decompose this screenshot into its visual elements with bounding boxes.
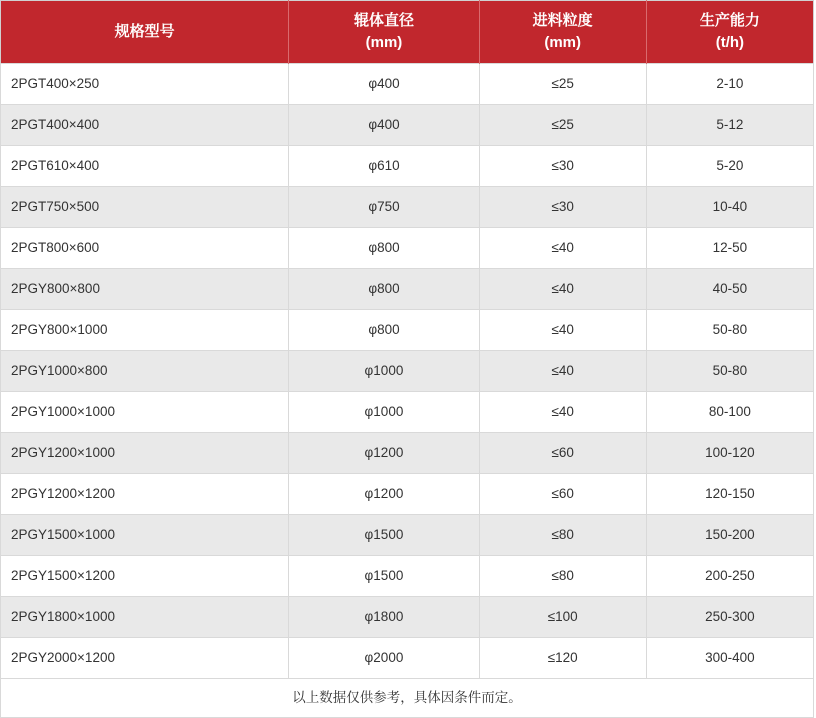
column-header-roller-diameter-line2: (mm)	[365, 34, 403, 51]
table-note: 以上数据仅供参考，具体因条件而定。	[1, 679, 814, 718]
column-header-roller-diameter	[289, 1, 479, 64]
cell-capacity: 200-250	[646, 556, 813, 597]
column-header-capacity-line2: (t/h)	[715, 34, 745, 51]
cell-model: 2PGT400×400	[1, 105, 289, 146]
cell-diameter: φ1200	[289, 433, 479, 474]
table-row	[1, 392, 814, 433]
table-row	[1, 146, 814, 187]
cell-capacity: 50-80	[646, 351, 813, 392]
cell-capacity: 250-300	[646, 597, 813, 638]
cell-model: 2PGY1200×1000	[1, 433, 289, 474]
cell-capacity: 120-150	[646, 474, 813, 515]
table-row	[1, 556, 814, 597]
table-row	[1, 351, 814, 392]
cell-model: 2PGY800×1000	[1, 310, 289, 351]
cell-feed: ≤25	[479, 105, 646, 146]
cell-diameter: φ1800	[289, 597, 479, 638]
cell-feed: ≤40	[479, 351, 646, 392]
cell-diameter: φ1500	[289, 515, 479, 556]
cell-feed: ≤80	[479, 556, 646, 597]
column-header-roller-diameter-line1: 辊体直径	[353, 12, 414, 29]
cell-diameter: φ800	[289, 269, 479, 310]
cell-feed: ≤60	[479, 433, 646, 474]
cell-model: 2PGT800×600	[1, 228, 289, 269]
cell-capacity: 5-20	[646, 146, 813, 187]
table-row	[1, 269, 814, 310]
cell-diameter: φ1000	[289, 392, 479, 433]
cell-capacity: 10-40	[646, 187, 813, 228]
column-header-feed-size-line1: 进料粒度	[532, 12, 593, 29]
cell-feed: ≤25	[479, 64, 646, 105]
cell-model: 2PGY1500×1000	[1, 515, 289, 556]
cell-diameter: φ1200	[289, 474, 479, 515]
cell-diameter: φ800	[289, 228, 479, 269]
cell-diameter: φ1000	[289, 351, 479, 392]
cell-model: 2PGY1000×1000	[1, 392, 289, 433]
cell-feed: ≤40	[479, 392, 646, 433]
cell-capacity: 5-12	[646, 105, 813, 146]
cell-capacity: 2-10	[646, 64, 813, 105]
column-header-model	[1, 1, 289, 64]
table-row	[1, 597, 814, 638]
column-header-capacity-line1: 生产能力	[699, 12, 760, 29]
cell-diameter: φ1500	[289, 556, 479, 597]
table-body	[1, 64, 814, 718]
cell-model: 2PGT750×500	[1, 187, 289, 228]
cell-feed: ≤60	[479, 474, 646, 515]
cell-diameter: φ400	[289, 64, 479, 105]
cell-model: 2PGT610×400	[1, 146, 289, 187]
column-header-model-line1: 规格型号	[114, 23, 175, 40]
table-row	[1, 474, 814, 515]
cell-model: 2PGY2000×1200	[1, 638, 289, 679]
cell-capacity: 12-50	[646, 228, 813, 269]
table-row	[1, 64, 814, 105]
table-row	[1, 310, 814, 351]
cell-capacity: 40-50	[646, 269, 813, 310]
cell-feed: ≤100	[479, 597, 646, 638]
cell-capacity: 50-80	[646, 310, 813, 351]
cell-feed: ≤30	[479, 146, 646, 187]
cell-model: 2PGY1200×1200	[1, 474, 289, 515]
cell-feed: ≤40	[479, 228, 646, 269]
cell-diameter: φ400	[289, 105, 479, 146]
cell-diameter: φ800	[289, 310, 479, 351]
cell-diameter: φ2000	[289, 638, 479, 679]
cell-capacity: 150-200	[646, 515, 813, 556]
table-note-row	[1, 679, 814, 718]
table-row	[1, 433, 814, 474]
cell-feed: ≤80	[479, 515, 646, 556]
cell-capacity: 100-120	[646, 433, 813, 474]
cell-feed: ≤30	[479, 187, 646, 228]
cell-model: 2PGY1000×800	[1, 351, 289, 392]
cell-model: 2PGT400×250	[1, 64, 289, 105]
cell-model: 2PGY800×800	[1, 269, 289, 310]
column-header-feed-size-line2: (mm)	[544, 34, 581, 51]
column-header-capacity	[646, 1, 813, 64]
cell-diameter: φ750	[289, 187, 479, 228]
table-header-row	[1, 1, 814, 64]
cell-capacity: 300-400	[646, 638, 813, 679]
cell-diameter: φ610	[289, 146, 479, 187]
cell-feed: ≤120	[479, 638, 646, 679]
column-header-feed-size	[479, 1, 646, 64]
cell-model: 2PGY1800×1000	[1, 597, 289, 638]
cell-feed: ≤40	[479, 269, 646, 310]
table-row	[1, 638, 814, 679]
table-row	[1, 187, 814, 228]
table-row	[1, 515, 814, 556]
cell-feed: ≤40	[479, 310, 646, 351]
cell-model: 2PGY1500×1200	[1, 556, 289, 597]
cell-capacity: 80-100	[646, 392, 813, 433]
table-header	[1, 1, 814, 64]
table-row	[1, 105, 814, 146]
table-row	[1, 228, 814, 269]
